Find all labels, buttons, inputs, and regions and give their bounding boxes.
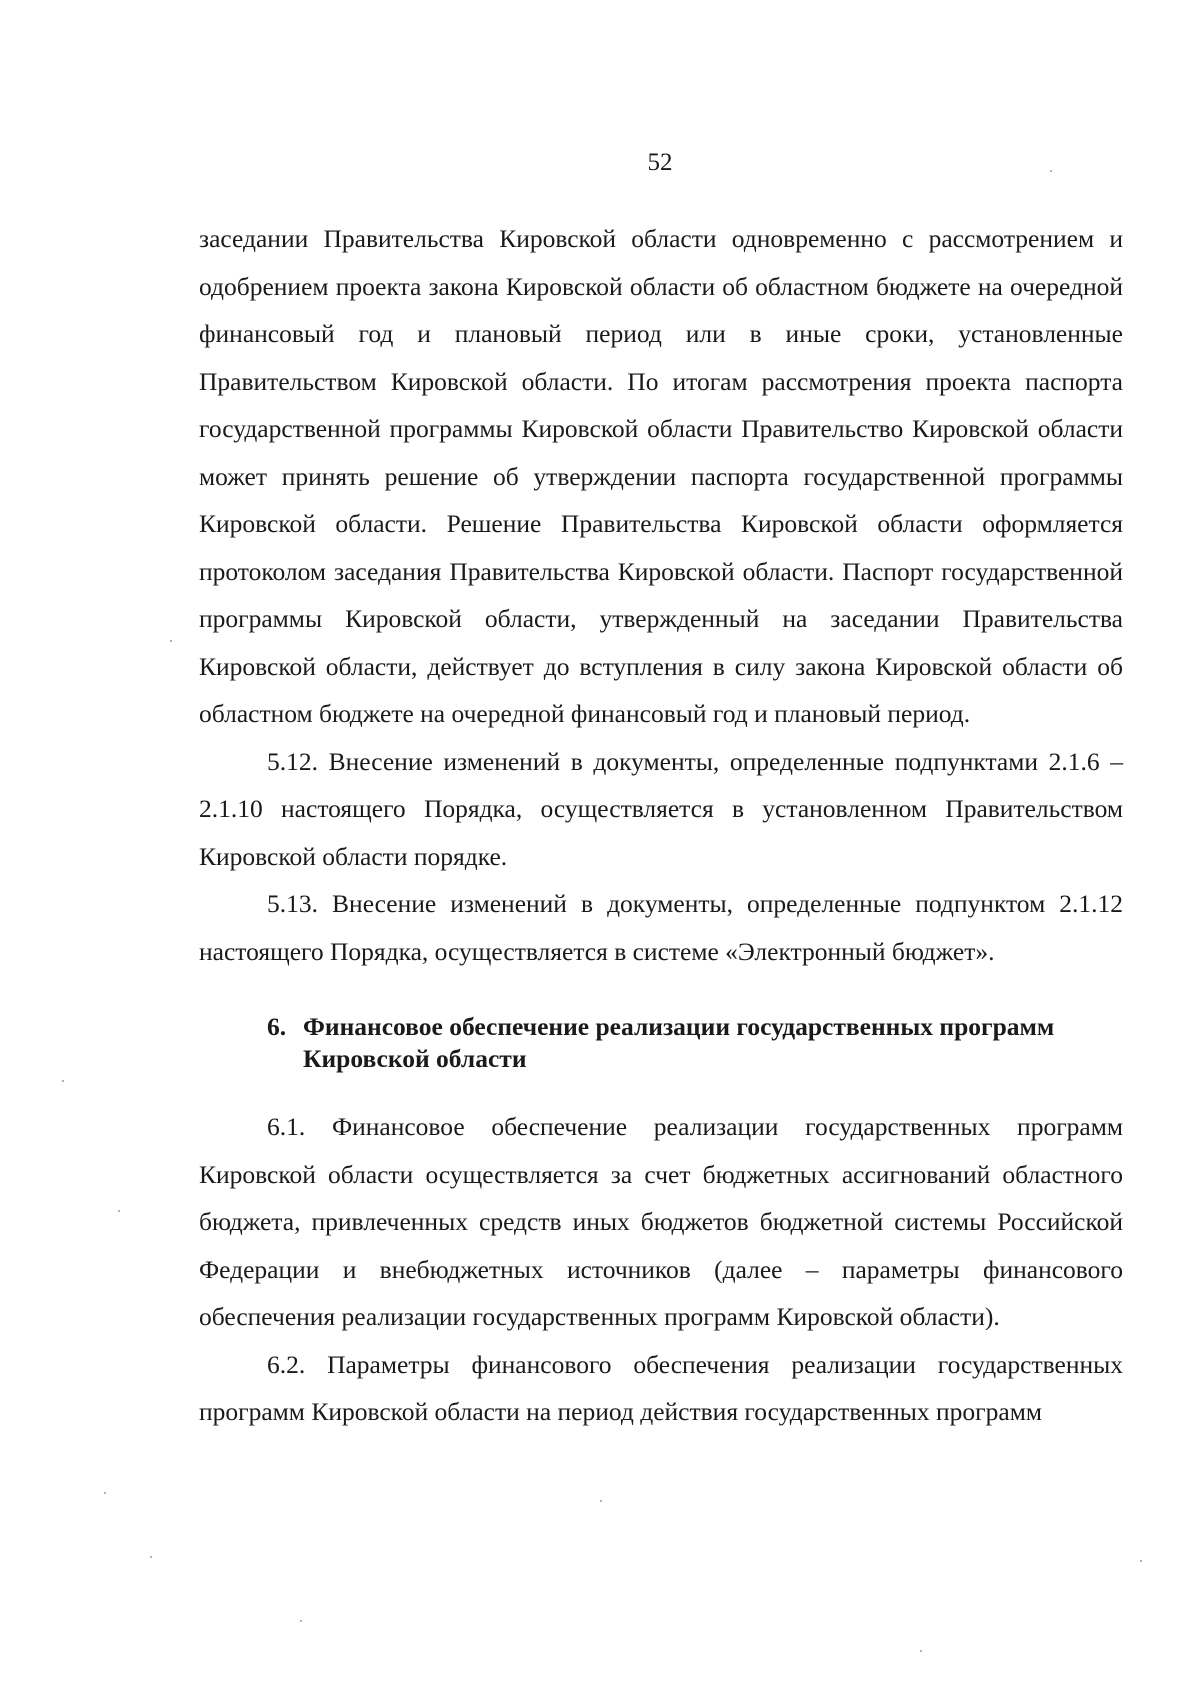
scan-speck — [62, 1080, 64, 1082]
page-number: 52 — [647, 149, 673, 176]
scan-speck — [104, 1492, 106, 1494]
paragraph-5-12: 5.12. Внесение изменений в документы, определенные подпунктами 2.1.6 – 2.1.10 настоящего Порядка, осуществляется в установленном Правительством Кировской области порядке. — [199, 746, 1123, 871]
scan-speck — [150, 1556, 152, 1558]
scan-speck — [300, 1620, 302, 1622]
paragraph-6-2: 6.2. Параметры финансового обеспечения реализации государственных программ Кировской области на период действия государственных программ — [199, 1349, 1123, 1426]
paragraph-5-13: 5.13. Внесение изменений в документы, определенные подпунктом 2.1.12 настоящего Порядка, осуществляется в системе «Электронный бюджет». — [199, 889, 1123, 966]
section-number: 6. — [267, 1012, 287, 1041]
scan-speck — [920, 1650, 922, 1652]
paragraph-6-1: 6.1. Финансовое обеспечение реализации государственных программ Кировской области осуществляется за счет бюджетных ассигнований областного бюджета, привлеченных средств иных бюджетов бюджетной системы Российской Федерации и внебюджетных источников (далее – параметры финансового обеспечения реализации государственных программ Кировской области). — [199, 1112, 1123, 1331]
scan-speck — [1140, 1560, 1142, 1562]
paragraph-continuation: заседании Правительства Кировской области одновременно с рассмотрением и одобрением проекта закона Кировской области об областном бюджете на очередной финансовый год и плановый период или в иные сроки, установленные Правительством Кировской области. По итогам рассмотрения проекта паспорта государственной программы Кировской области Правительство Кировской области может принять решение об утверждении паспорта государственной программы Кировской области. Решение Правительства Кировской области оформляется протоколом заседания Правительства Кировской области. Паспорт государственной программы Кировской области, утвержденный на заседании Правительства Кировской области, действует до вступления в силу закона Кировской области об областном бюджете на очередной финансовый год и плановый период. — [199, 224, 1123, 728]
document-body — [199, 215, 1123, 1436]
section-title-line2: Кировской области — [303, 1044, 527, 1073]
scan-speck — [600, 1500, 602, 1502]
scan-speck — [1050, 170, 1052, 172]
scan-speck — [170, 640, 172, 642]
section-heading-6 — [199, 1011, 1123, 1075]
scan-speck — [118, 1210, 120, 1212]
section-title-line1: Финансовое обеспечение реализации государственных программ — [303, 1012, 1055, 1041]
